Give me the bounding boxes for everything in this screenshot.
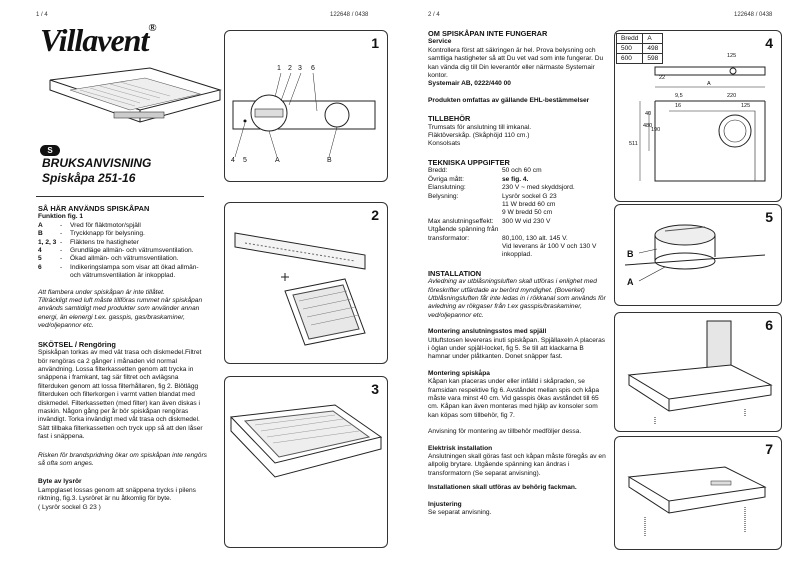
fire-warning: Risken för brandspridning ökar om spiskåpan inte rengörs så ofta som anges. (38, 451, 207, 467)
left-text-column (38, 205, 210, 512)
right-page (404, 0, 808, 570)
figure-7 (614, 436, 782, 550)
label-A: A (275, 157, 280, 164)
label-B: B (627, 249, 634, 259)
tek-row: Elanslutning: 230 V ~ med skyddsjord. (428, 184, 575, 192)
label-3: 3 (298, 65, 302, 72)
figure-number: 7 (765, 441, 773, 457)
el-text: Anslutningen skall göras fast och kåpan måste föregås av en allpolig brytare. Utgående spänning kan ändras i transformatorn (Se separat anvisning). (428, 453, 606, 477)
language-badge: S (40, 145, 60, 156)
label-A: A (627, 277, 634, 287)
dim-480: 480 (643, 123, 653, 129)
dim-9-5: 9,5 (675, 93, 683, 99)
figure-5 (614, 204, 782, 306)
byte-title: Byte av lysrör (38, 478, 82, 486)
dim-16: 16 (675, 103, 682, 109)
page-number: 2 / 4 (428, 12, 440, 18)
bracket-drawing (615, 437, 781, 549)
figure-number: 4 (765, 35, 773, 51)
funktion-item: 4 - Grundläge allmän- och vätrumsventilation. (38, 247, 194, 255)
page-title: BRUKSANVISNING Spiskåpa 251-16 (42, 156, 152, 185)
figure-number: 6 (765, 317, 773, 333)
brand-logo: Villavent® (40, 22, 156, 58)
label-1: 1 (277, 65, 281, 72)
systemair-contact: Systemair AB, 0222/440 00 (428, 80, 511, 88)
tek-row: Vid leverans är 100 V och 130 V (502, 242, 597, 250)
dim-220: 220 (727, 93, 737, 99)
funktion-item: A - Vred för fläktmotor/spjäll (38, 221, 141, 229)
dim-190: 190 (651, 127, 661, 133)
tillbehor-item: Fläktöverskåp. (Skåphöjd 110 cm.) (428, 132, 530, 140)
service-text: Kontrollera först att säkringen är hel. Prova belysning och samtliga hastigheter så att Du vet vad som inte fungerar. Du kan vända dig till Din leverantör eller närmaste Systemair kontor. (428, 46, 604, 80)
label-6: 6 (311, 65, 315, 72)
inst-text: Avledning av utblåsningsluften skall utföras i enlighet med föreskrifter utfärdade av berörd myndighet. (Boverket) Utblåsningsluften får inte ledas in i rökkanal som används för avledning av rökgaser från t.ex gasspis/braskaminer, ved/oljepannor etc. (428, 278, 606, 319)
lamp-drawing (225, 377, 387, 547)
doc-code: 122648 / 0438 (330, 12, 369, 18)
warning-air: Tillräckligt med luft måste tillföras rummet när spiskåpan används samtidigt med produkter som använder annan energi, än elenergi t.ex. gasspis, gas/braskaminer, ved/oljepannor etc. (38, 297, 203, 330)
tek-row: 11 W bredd 60 cm (502, 200, 556, 208)
dimension-table: Bredd A 500 498 600 598 (616, 33, 663, 64)
mont2-text: Kåpan kan placeras under eller infälld i skåpraden, se framsidan respektive fig 6. Avståndet mellan spis och kåpa måste vara minst 40 cm. Vid gasspis ökas avståndet till 65 cm. Kåpan kan även monteras med hjälp av konsoler som kan köpas som tillbehör, fig 7. (428, 378, 600, 419)
tek-row: Bredd: 50 och 60 cm (428, 167, 542, 175)
skotsel-text: Spiskåpan torkas av med vät trasa och diskmedel.Filtret bör rengöras ca 2 gånger i månaden vid normal användning. Lossa filterkassetten genom att trycka in snäppena i framkant, tag sär filtret och avlägsna filterduken genom att lossa filterhållaren, fig 2. Blötlägg filterduken och filterkorgen i varmt vatten blandat med diskmedel. Filterkassetten (med filter) kan även diskas i maskin. Någon gång per år bör spiskåpan rengöras invändigt. Torka invändigt med våt trasa och diskmedel. Sätt tillbaka filterkassetten och tryck upp så att den låser fast i snäppena. (38, 349, 203, 441)
mont2-title: Montering spiskåpa (428, 369, 490, 377)
label-2: 2 (288, 65, 292, 72)
funktion-item: 6 - Indikeringslampa som visar att ökad allmän- och vätrumsventilation är inkopplad. (38, 263, 199, 280)
hood-illustration (30, 60, 250, 150)
funktion-item: 5 - Ökad allmän- och vätrumsventilation. (38, 255, 179, 263)
figure-number: 2 (371, 207, 379, 223)
el-bold: Installationen skall utföras av behörig fackman. (428, 484, 577, 492)
figure-1 (224, 30, 388, 182)
divider (36, 196, 204, 197)
figure-number: 3 (371, 381, 379, 397)
warning-flambe: Att flambera under spiskåpan är inte tillåtet. (38, 288, 165, 296)
dim-125b: 125 (741, 103, 751, 109)
injust-title: Injustering (428, 500, 462, 508)
figure-6 (614, 312, 782, 432)
err-title: OM SPISKÅPAN INTE FUNGERAR (428, 29, 548, 38)
byte-socket: ( Lysrör sockel G 23 ) (38, 503, 101, 511)
tek-row: Utgående spänning från (428, 226, 499, 234)
tek-row: Belysning: Lysrör sockel G 23 (428, 192, 557, 200)
tek-row: transformator: 80,100, 130 alt. 145 V. (428, 234, 568, 242)
funktion-item: B - Tryckknapp för belysning. (38, 230, 145, 238)
ehl-text: Produkten omfattas av gällande EHL-bestämmelser (428, 96, 590, 104)
mont1-title: Montering anslutningsstos med spjäll (428, 328, 547, 336)
doc-code: 122648 / 0438 (734, 12, 773, 18)
el-title: Elektrisk installation (428, 444, 493, 452)
filter-drawing (225, 203, 387, 363)
tek-row: Övriga mått: se fig. 4. (428, 175, 529, 183)
page-number: 1 / 4 (36, 12, 48, 18)
anvisning-text: Anvisning för montering av tillbehör medföljer dessa. (428, 428, 582, 436)
tek-row: 9 W bredd 50 cm (502, 209, 553, 217)
control-panel-drawing (225, 31, 387, 181)
funktion-title: Funktion fig. 1 (38, 213, 84, 221)
service-title: Service (428, 38, 452, 46)
dim-A: A (707, 81, 711, 87)
tek-row: inkopplad. (502, 251, 533, 259)
tillbehor-title: TILLBEHÖR (428, 114, 471, 124)
inst-title: INSTALLATION (428, 268, 482, 278)
mounting-drawing (615, 313, 781, 431)
injust-text: Se separat anvisning. (428, 509, 492, 517)
heading: SÅ HÄR ANVÄNDS SPISKÅPAN (38, 204, 150, 213)
dim-125: 125 (727, 53, 737, 59)
label-4: 4 (231, 157, 235, 164)
figure-number: 1 (371, 35, 379, 51)
label-5: 5 (243, 157, 247, 164)
damper-drawing (615, 205, 781, 305)
tek-row: Max anslutningseffekt: 300 W vid 230 V (428, 217, 551, 225)
figure-number: 5 (765, 209, 773, 225)
tillbehor-item: Trumsats för anslutning till imkanal. (428, 123, 532, 131)
dim-22: 22 (659, 75, 666, 81)
figure-3 (224, 376, 388, 548)
mont1-text: Utluftstosen levereras inuti spiskåpan. Spjällaxeln A placeras i öglan under spjäll-locket, fig 5. Se till att klackarna B hamnar under plåtkanten. Donet snäpper fast. (428, 336, 606, 361)
dim-511: 511 (629, 141, 638, 147)
label-B: B (327, 157, 332, 164)
dim-40: 40 (645, 111, 652, 117)
byte-text: Lampglaset lossas genom att snäppena trycks i pilens riktning, fig.3. Lysröret är nu åtkomlig för byte. (38, 486, 196, 503)
skotsel-title: SKÖTSEL / Rengöring (38, 339, 116, 349)
right-text-column (428, 30, 606, 518)
tek-title: TEKNISKA UPPGIFTER (428, 157, 510, 167)
tillbehor-item: Konsolsats (428, 140, 461, 148)
figure-2 (224, 202, 388, 364)
funktion-item: 1, 2, 3 - Fläktens tre hastigheter (38, 238, 139, 246)
